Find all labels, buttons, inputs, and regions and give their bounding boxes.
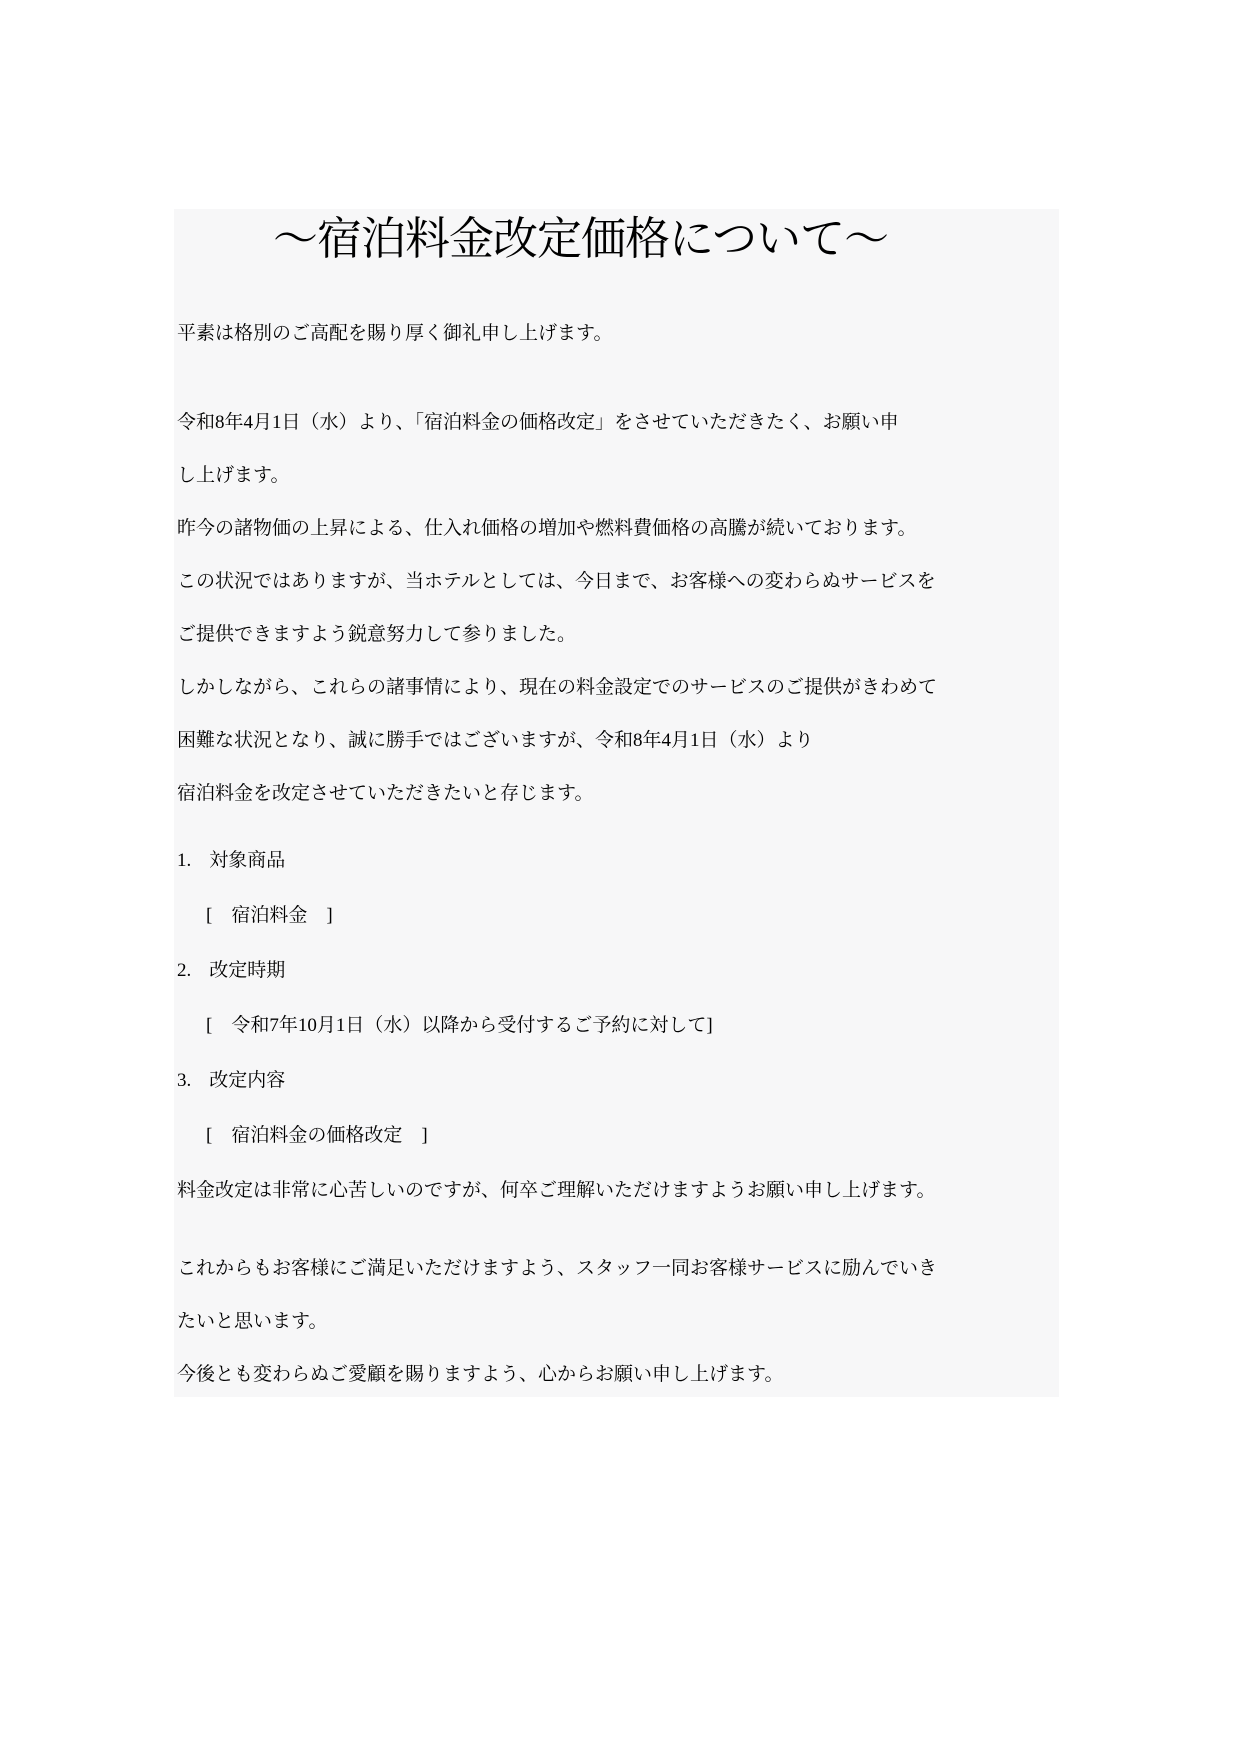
list-item-label: 改定時期 — [209, 960, 286, 981]
list-item-label: 改定内容 — [209, 1070, 286, 1091]
closing-line-2: たいと思います。 — [177, 1311, 328, 1332]
list-item-value-1: [ 宿泊料金 ] — [206, 905, 333, 926]
announce-line-1: 令和8年4月1日（水）より、「宿泊料金の価格改定」をさせていただきたく、お願い申 — [177, 412, 899, 433]
list-item-number: 3. — [177, 1070, 192, 1091]
reason-line-1: しかしながら、これらの諸事情により、現在の料金設定でのサービスのご提供がきわめて — [177, 677, 938, 698]
background-line-2: この状況ではありますが、当ホテルとしては、今日まで、お客様への変わらぬサービスを — [177, 571, 936, 592]
list-item-number: 2. — [177, 960, 192, 981]
notice-sheet — [174, 209, 1059, 1397]
final-greeting-line: 今後とも変わらぬご愛顧を賜りますよう、心からお願い申し上げます。 — [177, 1364, 784, 1385]
closing-line-1: これからもお客様にご満足いただけますよう、スタッフ一同お客様サービスに励んでいき — [177, 1258, 938, 1279]
background-line-3: ご提供できますよう鋭意努力して参りました。 — [177, 624, 577, 645]
list-item-number: 1. — [177, 850, 192, 871]
list-item-value-3: [ 宿泊料金の価格改定 ] — [206, 1125, 428, 1146]
list-item-heading-1 — [177, 834, 1059, 887]
list-item-heading-2 — [177, 944, 1059, 997]
list-item-label: 対象商品 — [209, 850, 286, 871]
reason-line-3: 宿泊料金を改定させていただきたいと存じます。 — [177, 783, 594, 804]
notice-title: ～宿泊料金改定価格について～ — [273, 214, 889, 264]
reason-line-2: 困難な状況となり、誠に勝手ではございますが、令和8年4月1日（水）より — [177, 730, 814, 751]
list-item-heading-3 — [177, 1054, 1059, 1107]
list-item-value-2: [ 令和7年10月1日（水）以降から受付するご予約に対して] — [206, 1015, 713, 1036]
apology-line: 料金改定は非常に心苦しいのですが、何卒ご理解いただけますようお願い申し上げます。 — [177, 1180, 936, 1201]
announce-line-2: し上げます。 — [177, 465, 290, 486]
greeting-line: 平素は格別のご高配を賜り厚く御礼申し上げます。 — [177, 323, 613, 344]
background-line-1: 昨今の諸物価の上昇による、仕入れ価格の増加や燃料費価格の高騰が続いております。 — [177, 518, 917, 539]
